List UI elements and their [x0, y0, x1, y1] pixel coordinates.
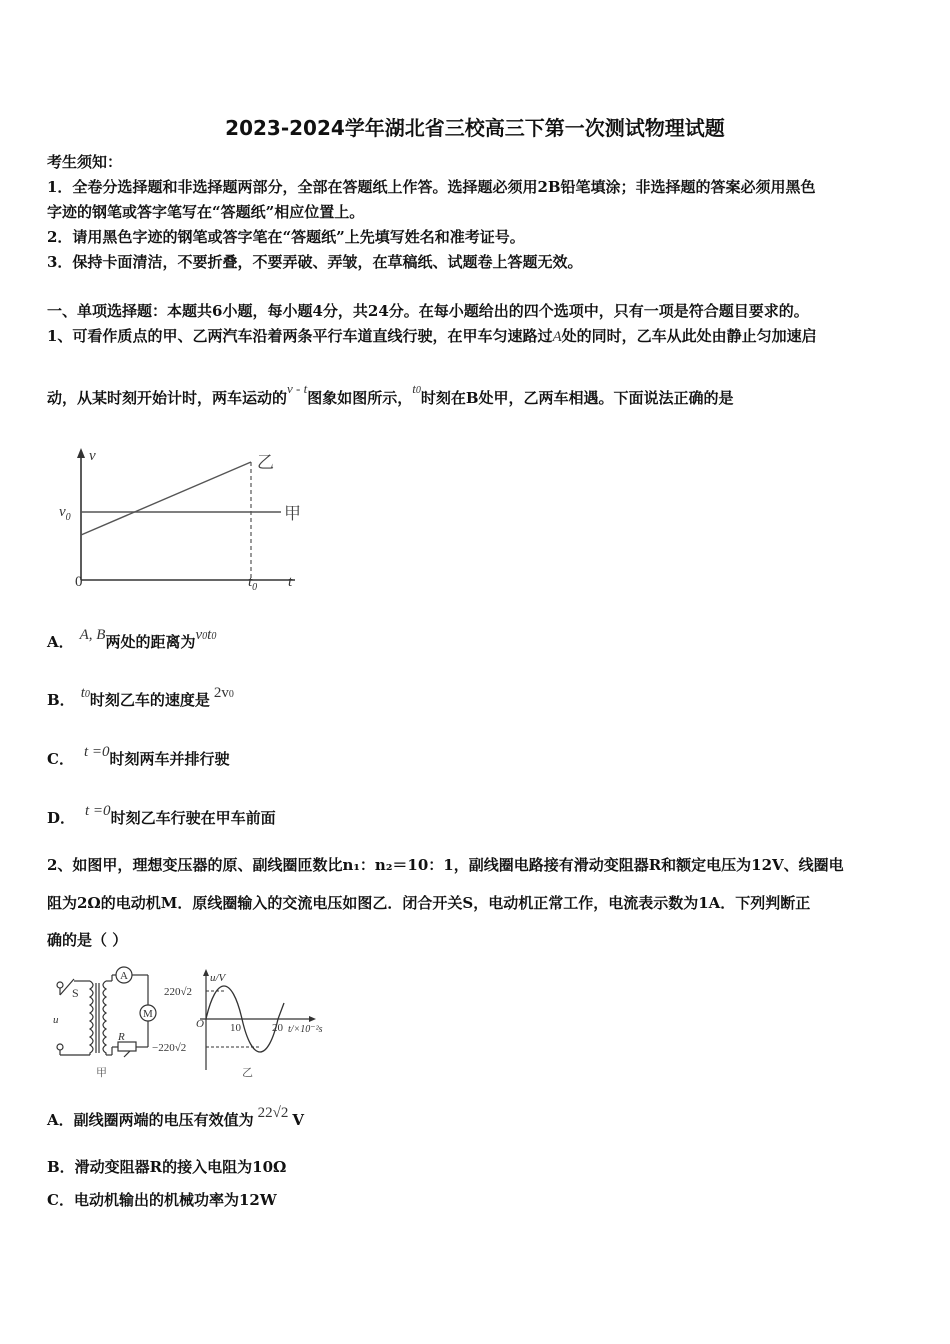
graph-v0-label: $v_0$ [59, 504, 71, 523]
q1-option-c: C． t =0时刻两车并排行驶 [47, 744, 230, 768]
ammeter-label: A [120, 970, 128, 982]
v-axis-arrow [77, 448, 85, 458]
vt-graph [55, 440, 315, 600]
waveform-x-label: t/×10⁻²s [288, 1024, 323, 1035]
waveform-origin-label: O [196, 1018, 204, 1030]
voltage-waveform [200, 969, 316, 1070]
graph-t-label: t [288, 574, 293, 590]
graph-v-label: v [89, 448, 96, 464]
q2-line-1: 2、如图甲，理想变压器的原、副线圈匝数比n₁：n₂＝10：1，副线圈电路接有滑动变阻器R和额定电压为12V、线圈电 [47, 856, 844, 874]
q2-line-2: 阻为2Ω的电动机M．原线圈输入的交流电压如图乙．闭合开关S，电动机正常工作，电流表示数为1A．下列判断正 [47, 894, 811, 912]
graph-jia-label: 甲 [284, 504, 301, 523]
q2-figure [44, 965, 354, 1083]
q2-option-b: B．滑动变阻器R的接入电阻为10Ω [47, 1158, 287, 1176]
notice-item-1-line-2: 字迹的钢笔或答字笔写在“答题纸”相应位置上。 [47, 203, 365, 221]
q2-line-3: 确的是（ ） [47, 931, 128, 949]
notice-item-3: 3．保持卡面清洁，不要折叠，不要弄破、弄皱，在草稿纸、试题卷上答题无效。 [47, 253, 583, 271]
q2-option-c: C．电动机输出的机械功率为12W [47, 1191, 277, 1209]
graph-origin-label: 0 [75, 574, 83, 590]
waveform-y-label: u/V [210, 972, 226, 984]
input-voltage-label: u [53, 1014, 59, 1026]
q1-line-2: 动，从某时刻开始计时，两车运动的v - t图象如图所示，t0时刻在B处甲，乙两车相遇。下面说法正确的是 [47, 381, 734, 407]
section-heading: 一、单项选择题：本题共6小题，每小题4分，共24分。在每小题给出的四个选项中，只有一项是符合题目要求的。 [47, 302, 809, 320]
waveform-peak-label: 220√2 [164, 986, 193, 998]
figure-yi-caption: 乙 [242, 1067, 253, 1079]
motor-label: M [143, 1008, 153, 1020]
notice-item-2: 2．请用黑色字迹的钢笔或答字笔在“答题纸”上先填写姓名和准考证号。 [47, 228, 525, 246]
q1-vt-symbol: v - t [287, 381, 308, 396]
waveform-tick-10: 10 [230, 1022, 241, 1034]
transformer-circuit [57, 967, 156, 1057]
q1-line-1: 1、可看作质点的甲、乙两汽车沿着两条平行车道直线行驶，在甲车匀速路过A处的同时，乙车从此处由静止匀加速启 [47, 327, 817, 345]
waveform-neg-peak-label: −220√2 [152, 1042, 187, 1054]
waveform-tick-20: 20 [272, 1022, 283, 1034]
q2-option-a: A．副线圈两端的电压有效值为 22√2 V [47, 1105, 305, 1129]
q1-option-a: A． A, B两处的距离为v0t0 [47, 627, 217, 651]
notice-heading: 考生须知： [47, 153, 123, 171]
q1-option-d: D． t =0时刻乙车行驶在甲车前面 [47, 803, 276, 827]
yi-line [81, 462, 251, 535]
page-title: 2023-2024学年湖北省三校高三下第一次测试物理试题 [225, 116, 725, 140]
q1-symbol-a: A [552, 329, 562, 345]
notice-item-1-line-1: 1．全卷分选择题和非选择题两部分，全部在答题纸上作答。选择题必须用2B铅笔填涂；非选择题的答案必须用黑色 [47, 178, 816, 196]
figure-jia-caption: 甲 [96, 1067, 107, 1079]
switch-label: S [72, 986, 79, 1000]
q1-option-b: B． t0时刻乙车的速度是 2v0 [47, 685, 234, 709]
graph-yi-label: 乙 [257, 453, 274, 472]
rheostat-label: R [118, 1031, 125, 1043]
graph-t0-label: $t_0$ [248, 574, 258, 593]
